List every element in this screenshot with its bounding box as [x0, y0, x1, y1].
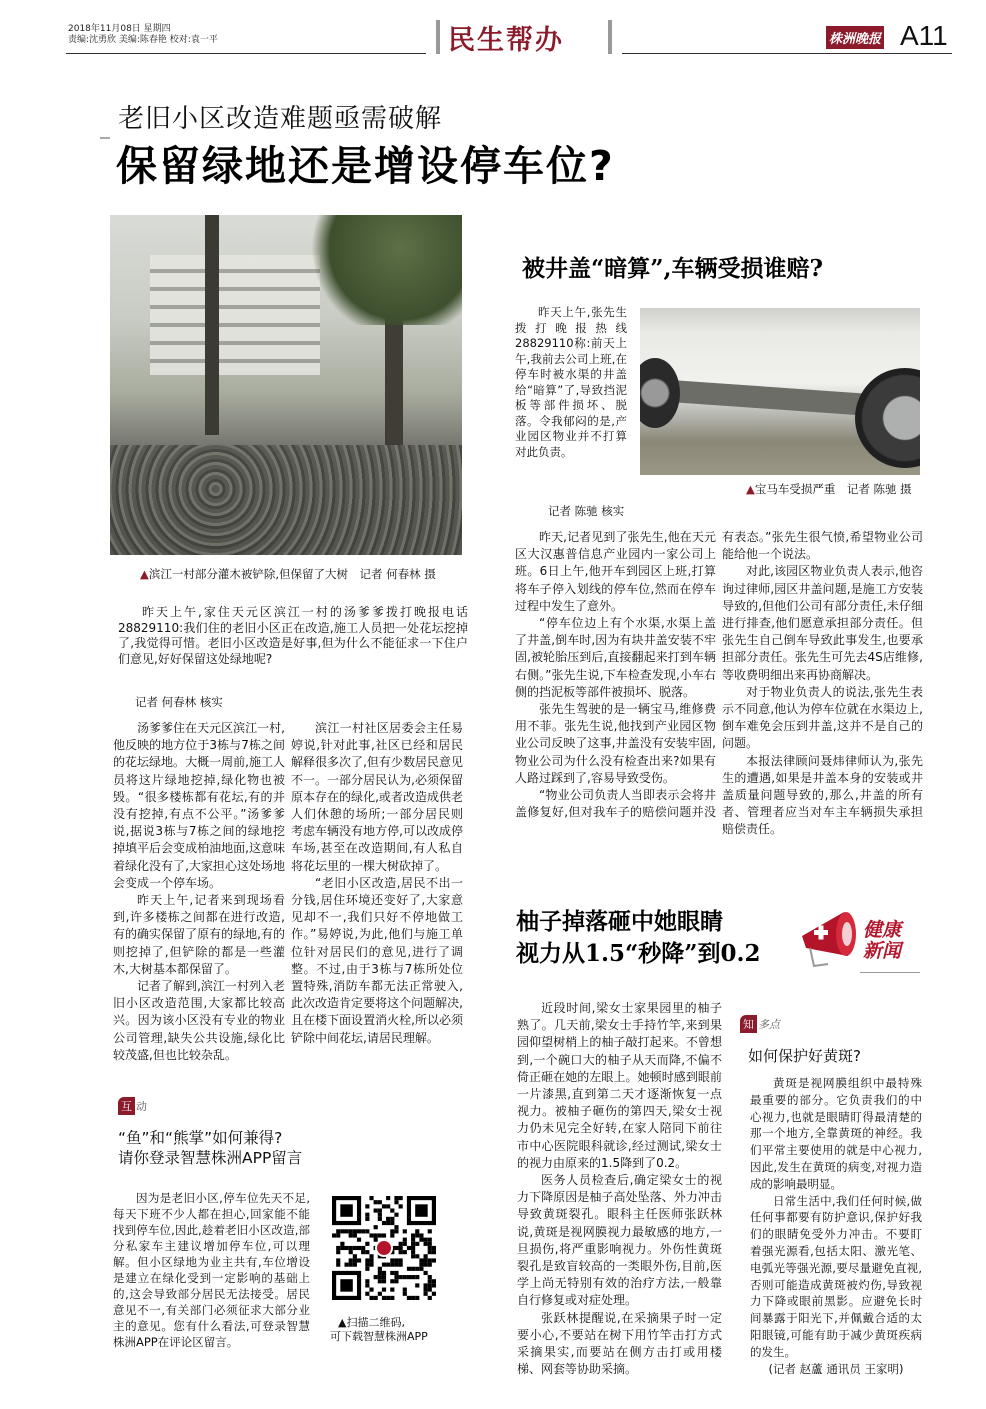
car-story-title: 被井盖“暗算”,车辆受损谁赔?	[522, 255, 823, 282]
building-shape	[150, 255, 320, 375]
paragraph: 本报法律顾问聂炜律师认为,张先生的遭遇,如果是井盖本身的安装或井盖质量问题导致的,那么,井盖的所有者、管理者应当对车主车辆损失承担赔偿责任。	[722, 753, 923, 837]
paragraph: 昨天上午,记者来到现场看到,许多楼栋之间都在进行改造,有的确实保留了原有的绿地,有的则挖掉了,但铲除的都是一些灌木,大树基本都保留了。	[113, 893, 285, 976]
header-divider	[436, 20, 440, 54]
triangle-icon: ▲	[746, 482, 755, 496]
photo-damaged-car	[640, 308, 920, 475]
caption-text: 滨江一村部分灌木被铲除,但保留了大树 记者 何春林 摄	[148, 567, 436, 581]
heading-line: 请你登录智慧株洲APP留言	[118, 1149, 303, 1167]
qr-code[interactable]	[332, 1196, 436, 1300]
paragraph: “老旧小区改造,居民不出一分钱,居住环境还变好了,大家意见却不一,我们只好不停地做工作。”易婷说,为此,他们与施工单位针对居民们的意见,进行了调整。不过,由于3栋与7栋所处位置特殊,消防车都无法正常驶入,此次改造肯定要将这个问题解决,且在楼下面设置消火栓,所以必须铲除中间花坛,请居民理解。	[291, 875, 463, 1045]
intro-text: 昨天上午,家住天元区滨江一村的汤爹爹拨打晚报电话28829110:我们住的老旧小区正在改造,施工人员把一处花坛挖掉了,我觉得可惜。老旧小区改造是好事,但为什么不能征求一下住户们意见,好好保留这处绿地呢?	[118, 605, 468, 666]
sidebar-heading: 如何保护好黄斑?	[748, 1047, 861, 1065]
paragraph: 医务人员检查后,确定梁女士的视力下降原因是柚子高处坠落、外力冲击导致黄斑裂孔。眼科主任医师张跃林说,黄斑是视网膜视力最敏感的地方,一旦损伤,将严重影响视力。外伤性黄斑裂孔是致盲较高的一类眼外伤,目前,医学上尚无特别有效的治疗方法,一般靠自行修复或对症处理。	[517, 1173, 722, 1308]
interaction-text	[113, 1190, 310, 1350]
story-title: 保留绿地还是增设停车位?	[116, 142, 615, 190]
car-byline: 记者 陈驰 核实	[548, 504, 625, 518]
title-mark	[100, 137, 110, 139]
story-subtitle: 老旧小区改造难题亟需破解	[118, 104, 443, 134]
interaction-tag	[118, 1095, 147, 1115]
knowledge-tag	[740, 1013, 780, 1033]
tag-label: 动	[136, 1100, 147, 1113]
badge-line: 新闻	[863, 940, 902, 962]
car-wheel	[855, 368, 920, 468]
story-intro	[118, 605, 468, 667]
qr-caption-line: 可下载智慧株洲APP	[330, 1330, 428, 1343]
car-wheel	[640, 358, 680, 428]
health-news-badge	[863, 920, 901, 962]
date-line: 2018年11月08日 星期四	[68, 24, 171, 34]
qr-caption-line: ▲扫描二维码,	[338, 1316, 405, 1329]
byline: 记者 何春林 核实	[135, 695, 223, 709]
paragraph: 昨天,记者见到了张先生,他在天元区大汉惠普信息产业园内一家公司上班。6日上午,他开车到园区上班,打算将车子停入划线的停车位,然而在停车过程中发生了意外。	[515, 530, 716, 613]
paragraph: 记者了解到,滨江一村列入老旧小区改造范围,大家都比较高兴。因为该小区没有专业的物业公司管理,缺失公共设施,绿化比较茂盛,但也比较杂乱。	[113, 979, 285, 1062]
car-photo-caption	[746, 481, 912, 497]
tree-trunk	[205, 215, 219, 435]
paragraph: 张跃林提醒说,在采摘果子时一定要小心,不要站在树下用竹竿击打方式采摘果实,而要站在侧方击打或用楼梯、网套等协助采摘。	[517, 1310, 722, 1377]
paragraph: 对于物业负责人的说法,张先生表示不同意,他认为停车位就在水渠边上,倒车难免会压到井盖,这并不是自己的问题。	[722, 684, 923, 751]
car-story-intro	[515, 305, 627, 460]
paragraph: “物业公司负责人当即表示会将井盖修复好,但对我车子的赔偿问题并没有表态。”张先生很气愤,希望物业公司能给他一个说法。	[515, 530, 923, 820]
section-name: 民生帮办	[448, 25, 564, 56]
tag-badge: 互	[118, 1097, 135, 1115]
paragraph: 对此,该园区物业负责人表示,他咨询过律师,园区井盖问题,是施工方安装导致的,但他们公司有部分责任,未仔细进行排查,他们愿意承担部分责任。但张先生自己倒车导致此事发生,也要承担部分责任。张先生可先去4S店维修,等收费明细出来再协商解决。	[722, 564, 923, 682]
editors-line: 责编:沈勇欣 美编:陈春艳 校对:袁一平	[68, 35, 218, 45]
paragraph: “停车位边上有个水渠,水渠上盖了井盖,倒车时,因为有块井盖安装不牢固,被轮胎压到后,直接翻起来打到车辆右侧。”张先生说,下车检查发现,小车右侧的挡泥板等部件被损坏、脱落。	[515, 616, 716, 699]
photo-courtyard	[110, 215, 462, 555]
story-body	[113, 720, 463, 1070]
masthead-info	[68, 24, 218, 46]
rubble	[110, 445, 462, 555]
tag-label: 多点	[758, 1018, 780, 1031]
paragraph: 滨江一村社区居委会主任易婷说,针对此事,社区已经和居民解释很多次了,但有少数居民意见不一。一部分居民认为,必须保留原本存在的绿化,或者改造成供老人们休憩的场所;一部分居民则考虑车辆没有地方停,可以改成停车场,甚至在改造期间,有人私自将花坛里的一棵大树砍掉了。	[291, 721, 463, 873]
badge-underline	[860, 972, 920, 973]
health-story-title	[516, 906, 761, 970]
caption-text: 宝马车受损严重 记者 陈驰 摄	[754, 482, 912, 496]
photo-caption	[140, 566, 436, 582]
title-line: 视力从1.5“秒降”到0.2	[516, 940, 761, 967]
heading-line: “鱼”和“熊掌”如何兼得?	[118, 1129, 283, 1147]
triangle-icon: ▲	[140, 567, 149, 581]
intro-text: 昨天上午,张先生拨打晚报热线28829110称:前天上午,我前去公司上班,在停车时被水渠的井盖给“暗算”了,导致挡泥板等部件损坏、脱落。令我郁闷的是,产业园区物业并不打算对此负责。	[515, 305, 627, 459]
car-story-body	[515, 529, 923, 839]
newspaper-logo: 株洲晚报	[826, 26, 884, 49]
tag-badge: 知	[740, 1015, 757, 1033]
interaction-heading	[118, 1128, 302, 1168]
tree-foliage	[310, 215, 462, 325]
paragraph: 日常生活中,我们任何时候,做任何事都要有防护意识,保护好我们的眼睛免受外力冲击。不要盯着强光源看,包括太阳、激光笔、电弧光等强光源,要尽量避免直视,否则可能造成黄斑被灼伤,导致视力下降或眼前黑影。应避免长时间暴露于阳光下,并佩戴合适的太阳眼镜,可能有助于减少黄斑疾病的发生。	[750, 1193, 922, 1359]
health-story-body	[517, 1000, 722, 1377]
header-rule-left	[66, 53, 426, 54]
header-rule-right	[622, 53, 952, 54]
sidebar-body	[750, 1075, 922, 1377]
page-number: A11	[900, 20, 948, 51]
paragraph: 近段时间,梁女士家果园里的柚子熟了。几天前,梁女士手持竹竿,来到果园仰望树梢上的柚子敲打起来。不曾想到,一个碗口大的柚子从天而降,不偏不倚正砸在她的左眼上。她顿时感到眼前一片漆黑,直到第二天才逐渐恢复一点视力。被柚子砸伤的第四天,梁女士视力仍未见完全好转,在家人陪同下前往市中心医院眼科就诊,经过测试,梁女士的视力由原来的1.5降到了0.2。	[517, 1001, 722, 1170]
paragraph: 黄斑是视网膜组织中最特殊最重要的部分。它负责我们的中心视力,也就是眼睛盯得最清楚的那一个地方,全靠黄斑的神经。我们平常主要使用的就是中心视力,因此,发生在黄斑的病变,对视力造成的影响最明显。	[750, 1076, 922, 1191]
qr-caption	[330, 1316, 428, 1344]
paragraph: 张先生驾驶的是一辆宝马,维修费用不菲。张先生说,他找到产业园区物业公司反映了这事,井盖没有安装牢固,物业公司为什么没有检查出来?如果有人路过踩到了,容易导致受伤。	[515, 702, 716, 785]
title-line: 柚子掉落砸中她眼睛	[516, 908, 723, 935]
sidebar-byline: (记者 赵蘆 通讯员 王家明)	[768, 1361, 904, 1376]
paragraph: 汤爹爹住在天元区滨江一村,他反映的地方位于3栋与7栋之间的花坛绿地。大概一周前,施工人员将这片绿地挖掉,绿化物也被毁。“很多楼栋都有花坛,有的并没有挖掉,有点不公平。”汤爹爹说,据说3栋与7栋之间的绿地挖掉填平后会变成柏油地面,这意味着绿化没有了,大家担心这处场地会变成一个停车场。	[113, 721, 285, 890]
paragraph: 因为是老旧小区,停车位先天不足,每天下班不少人都在担心,回家能不能找到停车位,因此,趁着老旧小区改造,部分私家车主建议增加停车位,可以理解。但小区绿地为业主共有,车位增设是建立在绿化受到一定影响的基础上的,这会导致部分居民无法接受。居民意见不一,有关部门必须征求大部分业主的意见。您有什么看法,可登录智慧株洲APP在评论区留言。	[113, 1191, 310, 1349]
megaphone-icon	[796, 906, 866, 970]
header-divider	[608, 20, 612, 54]
badge-line: 健康	[863, 919, 902, 941]
